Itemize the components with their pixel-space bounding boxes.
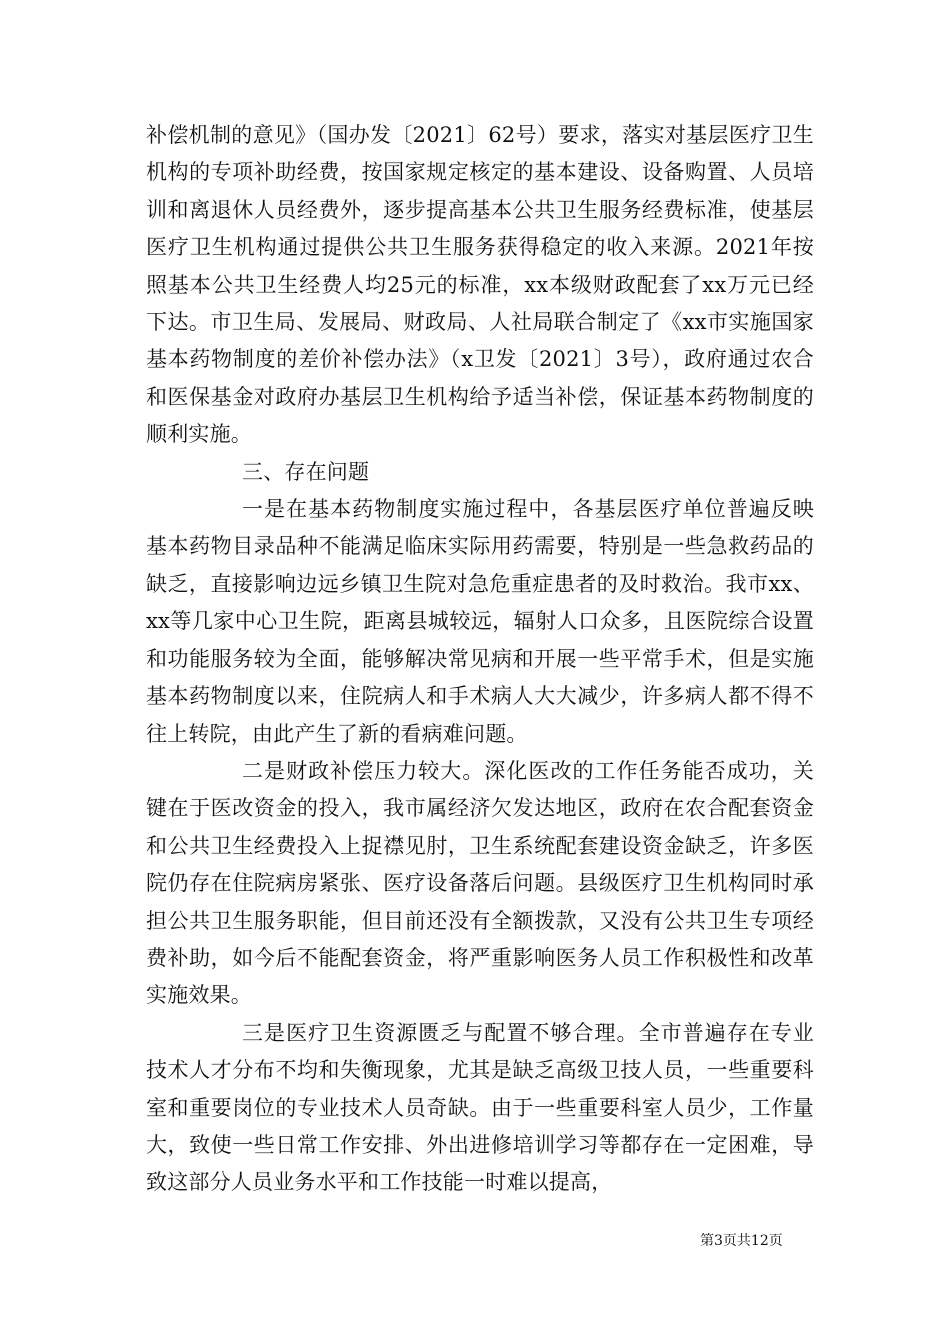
section-heading: 三、存在问题 [242, 459, 370, 484]
page-number: 第3页共12页 [700, 1233, 783, 1249]
paragraph-issue-2: 二是财政补偿压力较大。深化医改的工作任务能否成功，关键在于医改资金的投入，我市属经济欠发达地区，政府在农合配套资金和公共卫生经费投入上捉襟见肘，卫生系统配套建设资金缺乏，许多医院仍存在住院病房紧张、医疗设备落后问题。县级医疗卫生机构同时承担公共卫生服务职能，但目前还没有全额拨款，又没有公共卫生专项经费补助，如今后不能配套资金，将严重影响医务人员工作积极性和改革实施效果。 [146, 758, 814, 1008]
paragraph-issue-3: 三是医疗卫生资源匮乏与配置不够合理。全市普遍存在专业技术人才分布不均和失衡现象，尤其是缺乏高级卫技人员，一些重要科室和重要岗位的专业技术人员奇缺。由于一些重要科室人员少，工作量大，致使一些日常工作安排、外出进修培训学习等都存在一定困难，导致这部分人员业务水平和工作技能一时难以提高， [146, 1020, 814, 1195]
document-body [146, 117, 814, 1202]
paragraph-continuation: 补偿机制的意见》（国办发〔2021〕62号）要求，落实对基层医疗卫生机构的专项补助经费，按国家规定核定的基本建设、设备购置、人员培训和离退休人员经费外，逐步提高基本公共卫生服务经费标准，使基层医疗卫生机构通过提供公共卫生服务获得稳定的收入来源。2021年按照基本公共卫生经费人均25元的标准，xx本级财政配套了xx万元已经下达。市卫生局、发展局、财政局、人社局联合制定了《xx市实施国家基本药物制度的差价补偿办法》（x卫发〔2021〕3号），政府通过农合和医保基金对政府办基层卫生机构给予适当补偿，保证基本药物制度的顺利实施。 [146, 123, 814, 447]
paragraph-issue-1: 一是在基本药物制度实施过程中，各基层医疗单位普遍反映基本药物目录品种不能满足临床实际用药需要，特别是一些急救药品的缺乏，直接影响边远乡镇卫生院对急危重症患者的及时救治。我市xx、xx等几家中心卫生院，距离县城较远，辐射人口众多，且医院综合设置和功能服务较为全面，能够解决常见病和开展一些平常手术，但是实施基本药物制度以来，住院病人和手术病人大大减少，许多病人都不得不往上转院，由此产生了新的看病难问题。 [146, 497, 814, 746]
